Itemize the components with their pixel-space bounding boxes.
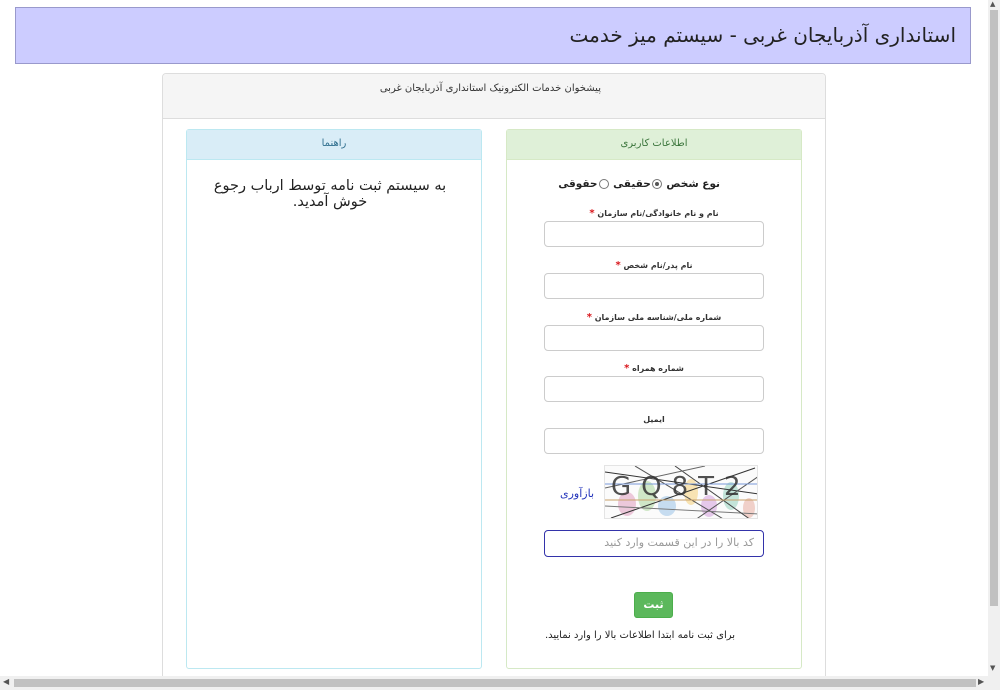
father-name-input[interactable] [544,273,764,299]
person-type-radio-legal[interactable] [599,179,609,189]
required-mark: * [586,312,592,323]
user-info-heading: اطلاعات کاربری [507,130,801,160]
fullname-label-text: نام و نام خانوادگی/نام سازمان [597,209,719,218]
mobile-label-text: شماره همراه [632,364,684,373]
vertical-scrollbar[interactable] [988,0,1000,676]
father-name-label [544,260,764,271]
page-header [15,7,971,64]
horizontal-scroll-thumb[interactable] [14,679,976,687]
person-type-group [560,178,720,194]
help-box [186,129,482,669]
captcha-input[interactable]: کد بالا را در این قسمت وارد کنید [544,530,764,557]
captcha-reload-link[interactable]: بازآوری [560,487,595,500]
panel-title: پیشخوان خدمات الکترونیک استانداری آذربایجان غربی [379,83,601,94]
fullname-input[interactable] [544,221,764,247]
vertical-scroll-thumb[interactable] [990,10,998,606]
scroll-down-icon[interactable]: ▼ [990,664,996,672]
page-title: استانداری آذربایجان غربی - سیستم میز خدمت [569,23,956,47]
help-text: به سیستم ثبت نامه توسط ارباب رجوع خوش آمدید. [213,178,447,210]
submit-note: برای ثبت نامه ابتدا اطلاعات بالا را وارد نمایید. [544,630,736,641]
mobile-label [544,363,764,374]
person-type-radio-real[interactable] [652,179,662,189]
father-name-label-text: نام پدر/نام شخص [623,261,693,270]
national-id-label-text: شماره ملی/شناسه ملی سازمان [594,313,722,322]
mobile-input[interactable] [544,376,764,402]
panel-heading [163,74,825,119]
email-label-text: ایمیل [643,415,665,424]
person-type-option-legal[interactable]: حقوقی [558,178,598,190]
horizontal-scrollbar[interactable] [0,676,1000,690]
captcha-text: GQ8T2 [611,472,751,502]
scroll-right-icon[interactable]: ▶ [978,677,985,686]
captcha-image [604,465,758,519]
required-mark: * [589,208,595,219]
person-type-option-real[interactable]: حقیقی [613,178,651,190]
submit-button[interactable]: ثبت [634,592,673,618]
person-type-label: نوع شخص [666,178,720,190]
help-heading: راهنما [187,130,481,160]
required-mark: * [615,260,621,271]
national-id-label [544,312,764,323]
email-input[interactable] [544,428,764,454]
scroll-left-icon[interactable]: ◀ [3,677,10,686]
required-mark: * [624,363,630,374]
scroll-up-icon[interactable]: ▲ [990,0,996,8]
email-label [544,415,764,424]
national-id-input[interactable] [544,325,764,351]
fullname-label [544,208,764,219]
